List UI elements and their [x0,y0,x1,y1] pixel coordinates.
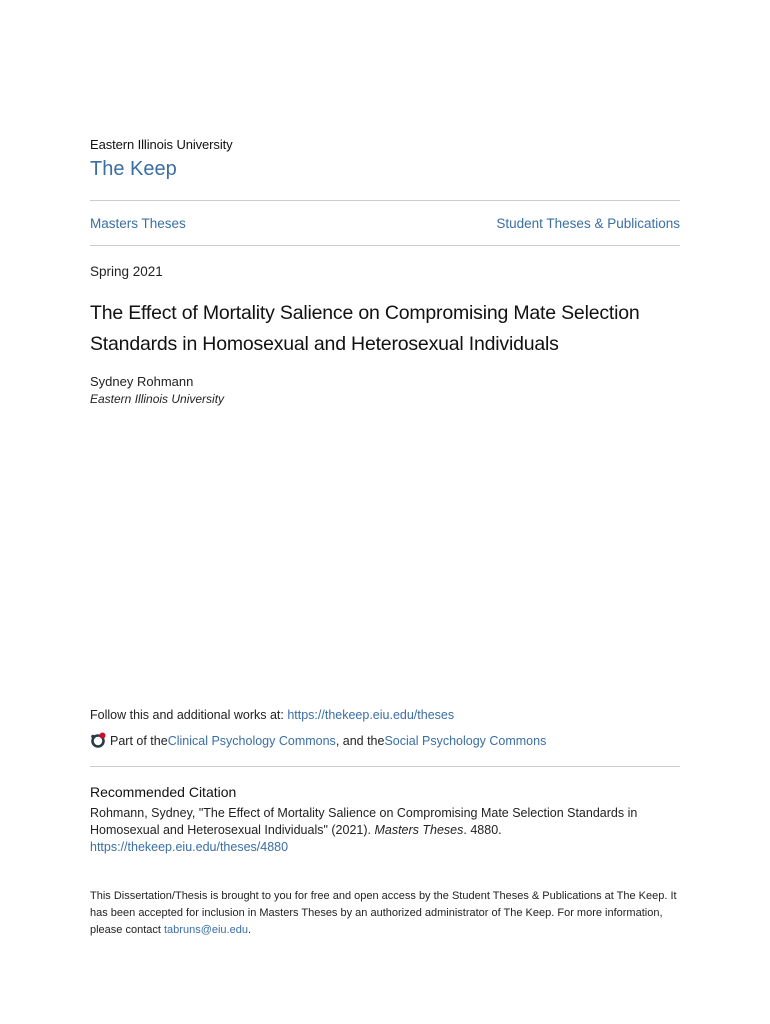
citation-series: Masters Theses [374,823,464,837]
title-line-1: The Effect of Mortality Salience on Compromising Mate Selection [90,302,640,324]
student-theses-publications-link[interactable]: Student Theses & Publications [496,216,680,231]
citation-line-2: Homosexual and Heterosexual Individuals" (2021). [90,823,375,837]
author-name: Sydney Rohmann [90,374,194,389]
title-line-2: Standards in Homosexual and Heterosexual Individuals [90,333,559,355]
repository-title-link[interactable]: The Keep [90,158,177,180]
part-of-line [90,732,546,749]
access-notice [90,888,680,939]
part-of-middle: , and the [335,733,385,748]
author-affiliation: Eastern Illinois University [90,392,225,406]
citation-url-link[interactable]: https://thekeep.eiu.edu/theses/4880 [90,840,289,854]
masters-theses-link[interactable]: Masters Theses [90,216,186,231]
institution-name: Eastern Illinois University [90,137,233,152]
social-psychology-commons-link[interactable]: Social Psychology Commons [384,733,547,748]
divider [90,766,680,767]
follow-prefix: Follow this and additional works at: [90,708,288,722]
theses-collection-link[interactable]: https://thekeep.eiu.edu/theses [287,708,455,722]
publication-date: Spring 2021 [90,264,163,279]
citation-text [90,805,670,856]
network-commons-icon [90,732,107,749]
divider [90,245,680,246]
clinical-psychology-commons-link[interactable]: Clinical Psychology Commons [167,733,336,748]
citation-line-1: Rohmann, Sydney, "The Effect of Mortality Salience on Compromising Mate Selection Standards in [90,806,638,820]
recommended-citation-heading: Recommended Citation [90,784,237,800]
follow-line [90,708,454,722]
part-of-prefix: Part of the [110,733,168,748]
contact-email-link[interactable]: tabruns@eiu.edu [164,924,248,936]
access-notice-suffix: . [247,924,252,936]
document-title [90,298,690,360]
divider [90,200,680,201]
citation-number: . 4880. [463,823,502,837]
access-notice-text: This Dissertation/Thesis is brought to you for free and open access by the Student Theses & Publications at The Keep. It has been accepted for inclusion in Masters Theses by an authorized administrator of The Keep. For more information, please contact [90,890,677,936]
